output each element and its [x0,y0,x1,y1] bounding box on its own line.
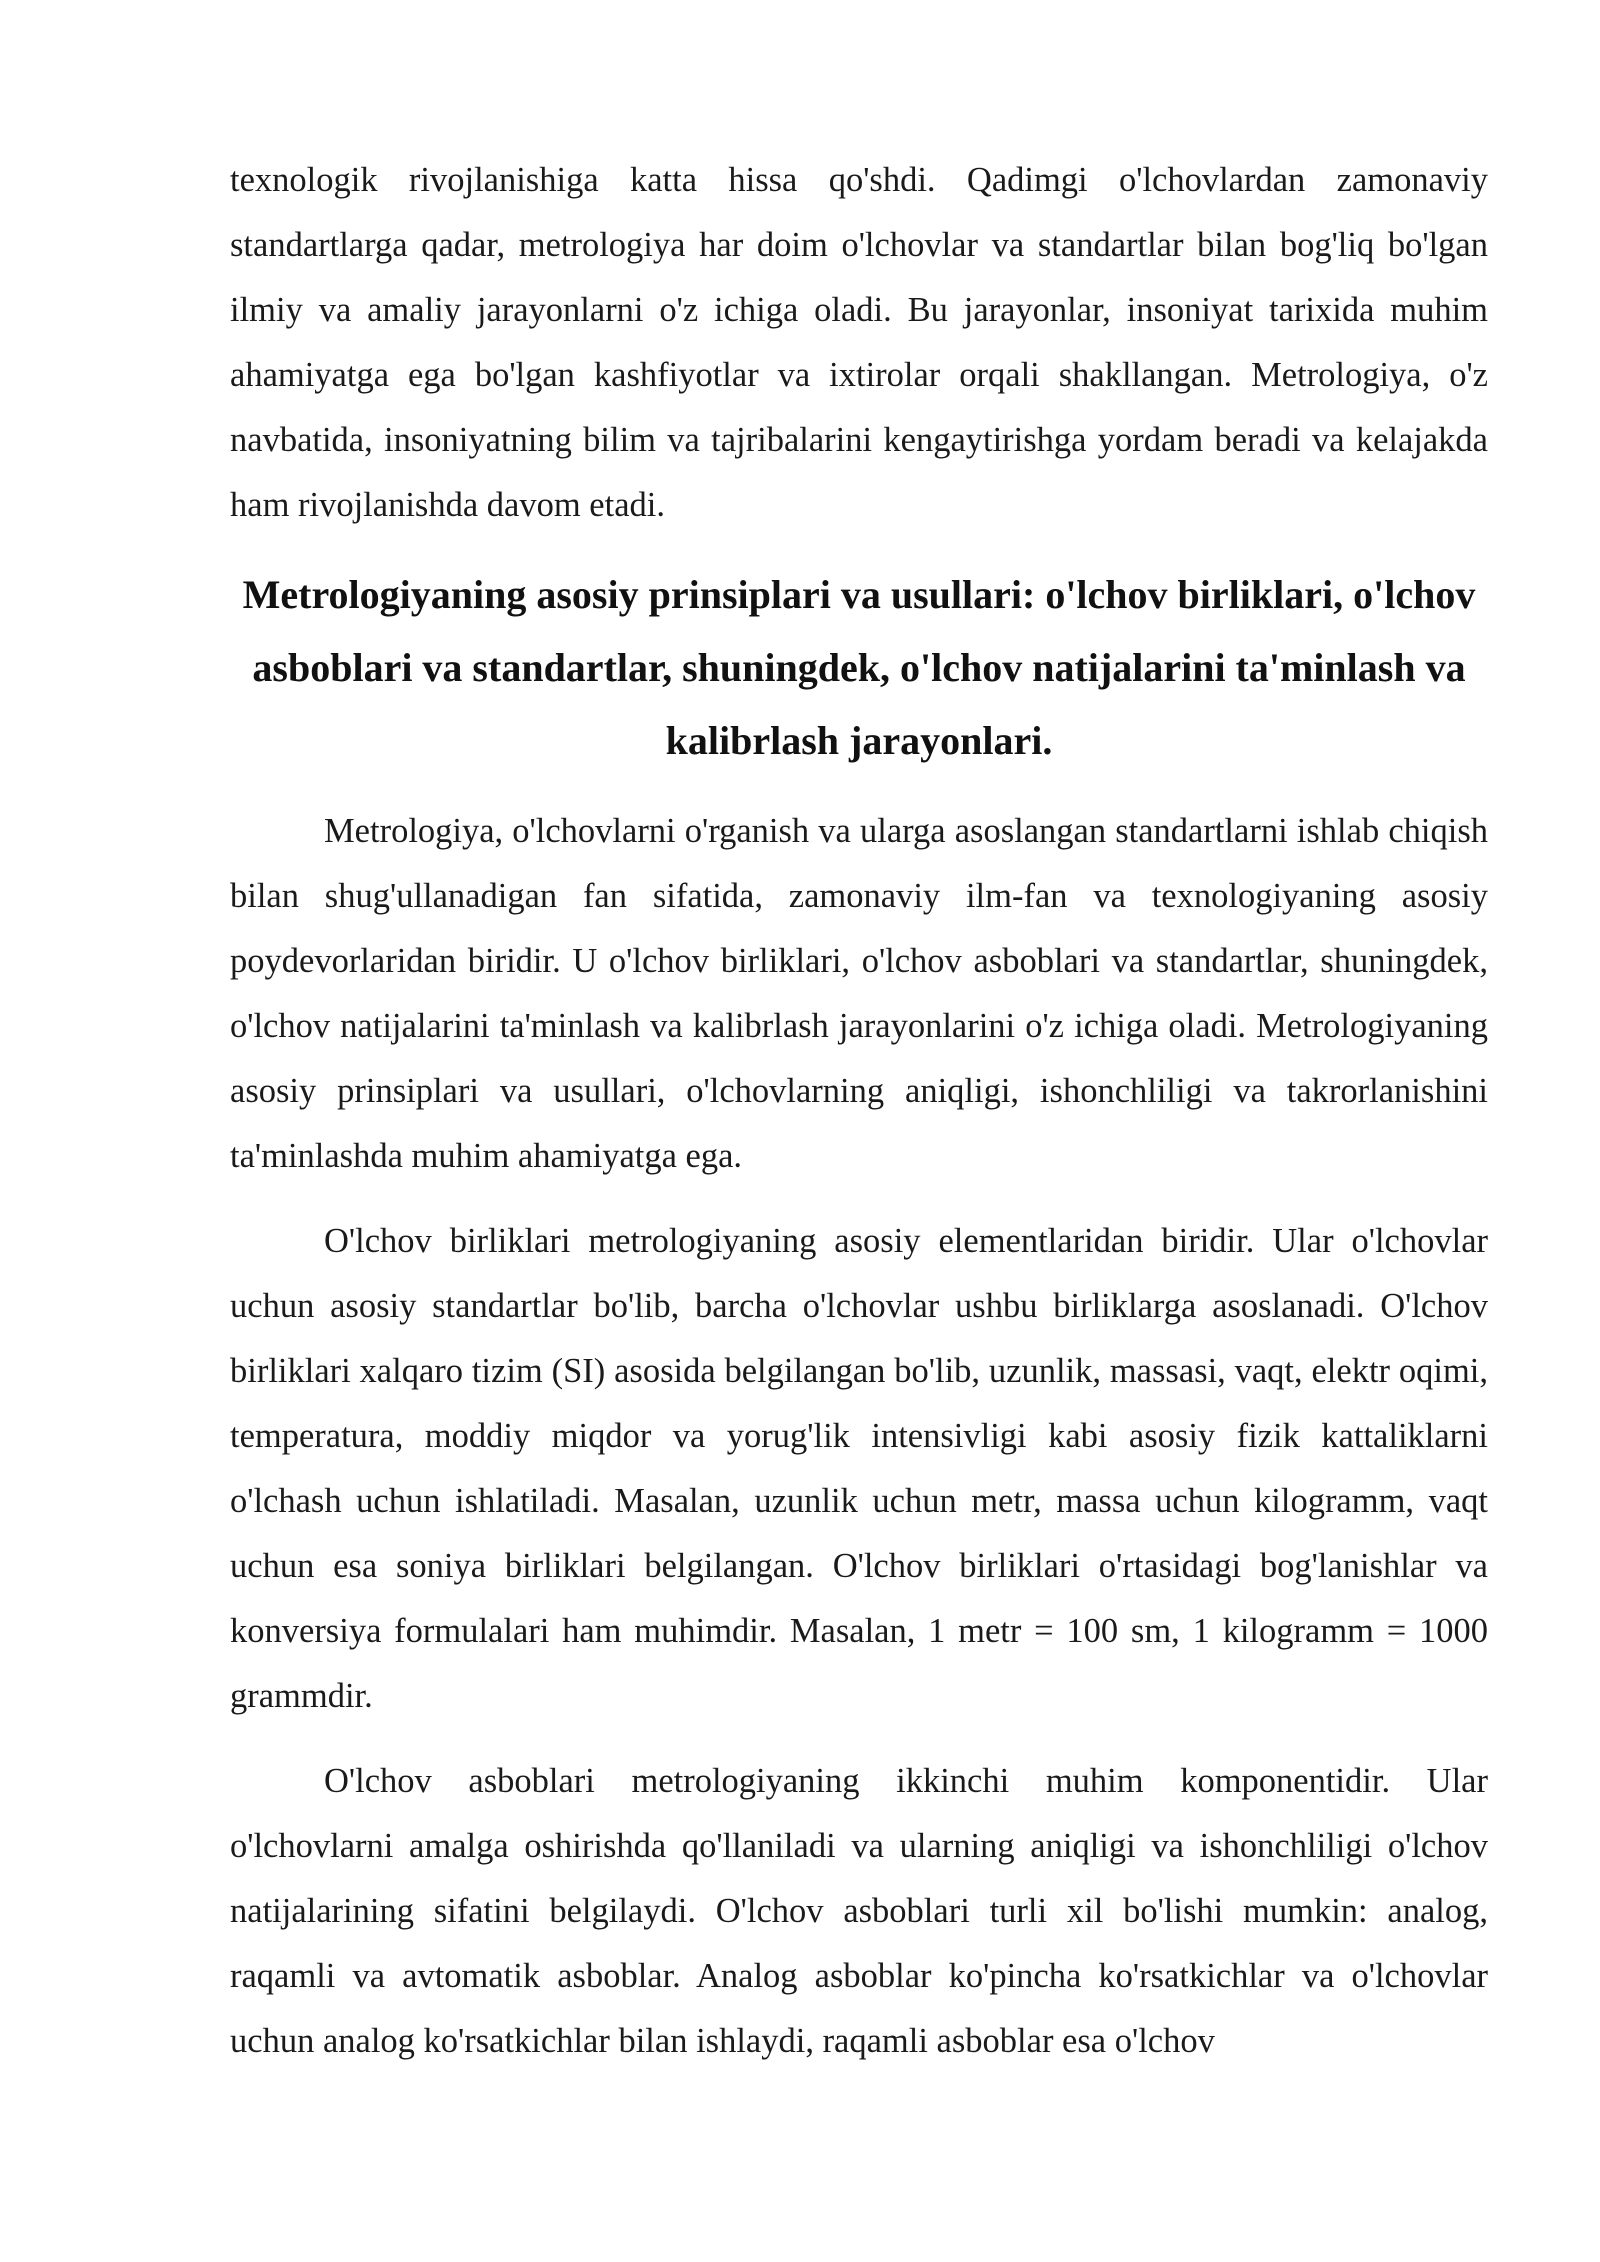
section-heading: Metrologiyaning asosiy prinsiplari va usullari: o'lchov birliklari, o'lchov asboblari va standartlar, shuningdek, o'lchov natijalarini ta'minlash va kalibrlash jarayonlari. [242,572,1476,763]
paragraph-intro-continuation: texnologik rivojlanishiga katta hissa qo'shdi. Qadimgi o'lchovlardan zamonaviy standartlarga qadar, metrologiya har doim o'lchovlar va standartlar bilan bog'liq bo'lgan ilmiy va amaliy jarayonlarni o'z ichiga oladi. Bu jarayonlar, insoniyat tarixida muhim ahamiyatga ega bo'lgan kashfiyotlar va ixtirolar orqali shakllangan. Metrologiya, o'z navbatida, insoniyatning bilim va tajribalarini kengaytirishga yordam beradi va kelajakda ham rivojlanishda davom etadi. [230,161,1488,524]
paragraph-metrology-overview: Metrologiya, o'lchovlarni o'rganish va ularga asoslangan standartlarni ishlab chiqish bilan shug'ullanadigan fan sifatida, zamonaviy ilm-fan va texnologiyaning asosiy poydevorlaridan biridir. U o'lchov birliklari, o'lchov asboblari va standartlar, shuningdek, o'lchov natijalarini ta'minlash va kalibrlash jarayonlarini o'z ichiga oladi. Metrologiyaning asosiy prinsiplari va usullari, o'lchovlarning aniqligi, ishonchliligi va takrorlanishini ta'minlashda muhim ahamiyatga ega. [230,812,1488,1175]
document-page [230,148,1488,2074]
paragraph-measurement-instruments: O'lchov asboblari metrologiyaning ikkinchi muhim komponentidir. Ular o'lchovlarni amalga oshirishda qo'llaniladi va ularning aniqligi va ishonchliligi o'lchov natijalarining sifatini belgilaydi. O'lchov asboblari turli xil bo'lishi mumkin: analog, raqamli va avtomatik asboblar. Analog asboblar ko'pincha ko'rsatkichlar va o'lchovlar uchun analog ko'rsatkichlar bilan ishlaydi, raqamli asboblar esa o'lchov [230,1762,1488,2060]
paragraph-measurement-units: O'lchov birliklari metrologiyaning asosiy elementlaridan biridir. Ular o'lchovlar uchun asosiy standartlar bo'lib, barcha o'lchovlar ushbu birliklarga asoslanadi. O'lchov birliklari xalqaro tizim (SI) asosida belgilangan bo'lib, uzunlik, massasi, vaqt, elektr oqimi, temperatura, moddiy miqdor va yorug'lik intensivligi kabi asosiy fizik kattaliklarni o'lchash uchun ishlatiladi. Masalan, uzunlik uchun metr, massa uchun kilogramm, vaqt uchun esa soniya birliklari belgilangan. O'lchov birliklari o'rtasidagi bog'lanishlar va konversiya formulalari ham muhimdir. Masalan, 1 metr = 100 sm, 1 kilogramm = 1000 grammdir. [230,1222,1488,1715]
